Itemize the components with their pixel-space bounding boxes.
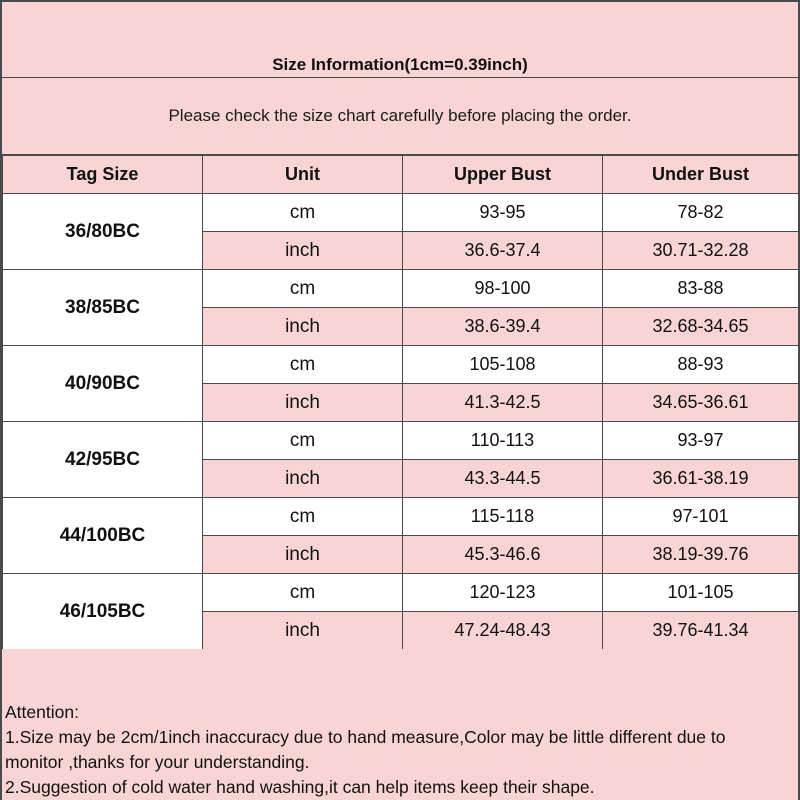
under-bust-cell: 78-82 — [603, 194, 799, 232]
size-table — [2, 155, 799, 650]
tag-size-cell: 40/90BC — [3, 346, 203, 422]
title-band — [2, 2, 798, 78]
upper-bust-cell: 115-118 — [403, 498, 603, 536]
unit-cell: inch — [203, 536, 403, 574]
table-row — [3, 574, 799, 612]
upper-bust-cell: 43.3-44.5 — [403, 460, 603, 498]
table-row — [3, 194, 799, 232]
unit-cell: cm — [203, 346, 403, 384]
under-bust-cell: 101-105 — [603, 574, 799, 612]
under-bust-cell: 38.19-39.76 — [603, 536, 799, 574]
tag-size-cell: 38/85BC — [3, 270, 203, 346]
unit-cell: cm — [203, 498, 403, 536]
header-tag-size: Tag Size — [3, 156, 203, 194]
attention-heading: Attention: — [5, 702, 79, 722]
table-row — [3, 422, 799, 460]
unit-cell: inch — [203, 232, 403, 270]
upper-bust-cell: 36.6-37.4 — [403, 232, 603, 270]
attention-notes — [2, 649, 798, 800]
table-row — [3, 346, 799, 384]
upper-bust-cell: 98-100 — [403, 270, 603, 308]
header-unit: Unit — [203, 156, 403, 194]
attention-line-2: monitor ,thanks for your understanding. — [5, 752, 310, 772]
upper-bust-cell: 41.3-42.5 — [403, 384, 603, 422]
upper-bust-cell: 110-113 — [403, 422, 603, 460]
under-bust-cell: 32.68-34.65 — [603, 308, 799, 346]
unit-cell: cm — [203, 422, 403, 460]
unit-cell: inch — [203, 308, 403, 346]
unit-cell: inch — [203, 612, 403, 650]
under-bust-cell: 88-93 — [603, 346, 799, 384]
upper-bust-cell: 120-123 — [403, 574, 603, 612]
unit-cell: inch — [203, 384, 403, 422]
notice-band — [2, 78, 798, 155]
notice-text: Please check the size chart carefully before placing the order. — [168, 106, 632, 125]
under-bust-cell: 97-101 — [603, 498, 799, 536]
table-row — [3, 498, 799, 536]
under-bust-cell: 39.76-41.34 — [603, 612, 799, 650]
tag-size-cell: 42/95BC — [3, 422, 203, 498]
attention-line-1: 1.Size may be 2cm/1inch inaccuracy due to hand measure,Color may be little different due to — [5, 727, 726, 747]
table-row — [3, 270, 799, 308]
under-bust-cell: 93-97 — [603, 422, 799, 460]
unit-cell: cm — [203, 194, 403, 232]
page-title: Size Information(1cm=0.39inch) — [272, 55, 528, 74]
tag-size-cell: 44/100BC — [3, 498, 203, 574]
header-under-bust: Under Bust — [603, 156, 799, 194]
upper-bust-cell: 105-108 — [403, 346, 603, 384]
unit-cell: cm — [203, 270, 403, 308]
upper-bust-cell: 47.24-48.43 — [403, 612, 603, 650]
table-body — [3, 194, 799, 650]
under-bust-cell: 36.61-38.19 — [603, 460, 799, 498]
under-bust-cell: 83-88 — [603, 270, 799, 308]
header-upper-bust: Upper Bust — [403, 156, 603, 194]
upper-bust-cell: 93-95 — [403, 194, 603, 232]
unit-cell: cm — [203, 574, 403, 612]
tag-size-cell: 36/80BC — [3, 194, 203, 270]
tag-size-cell: 46/105BC — [3, 574, 203, 650]
under-bust-cell: 34.65-36.61 — [603, 384, 799, 422]
upper-bust-cell: 38.6-39.4 — [403, 308, 603, 346]
upper-bust-cell: 45.3-46.6 — [403, 536, 603, 574]
under-bust-cell: 30.71-32.28 — [603, 232, 799, 270]
unit-cell: inch — [203, 460, 403, 498]
table-header-row — [3, 156, 799, 194]
attention-line-3: 2.Suggestion of cold water hand washing,it can help items keep their shape. — [5, 777, 595, 797]
